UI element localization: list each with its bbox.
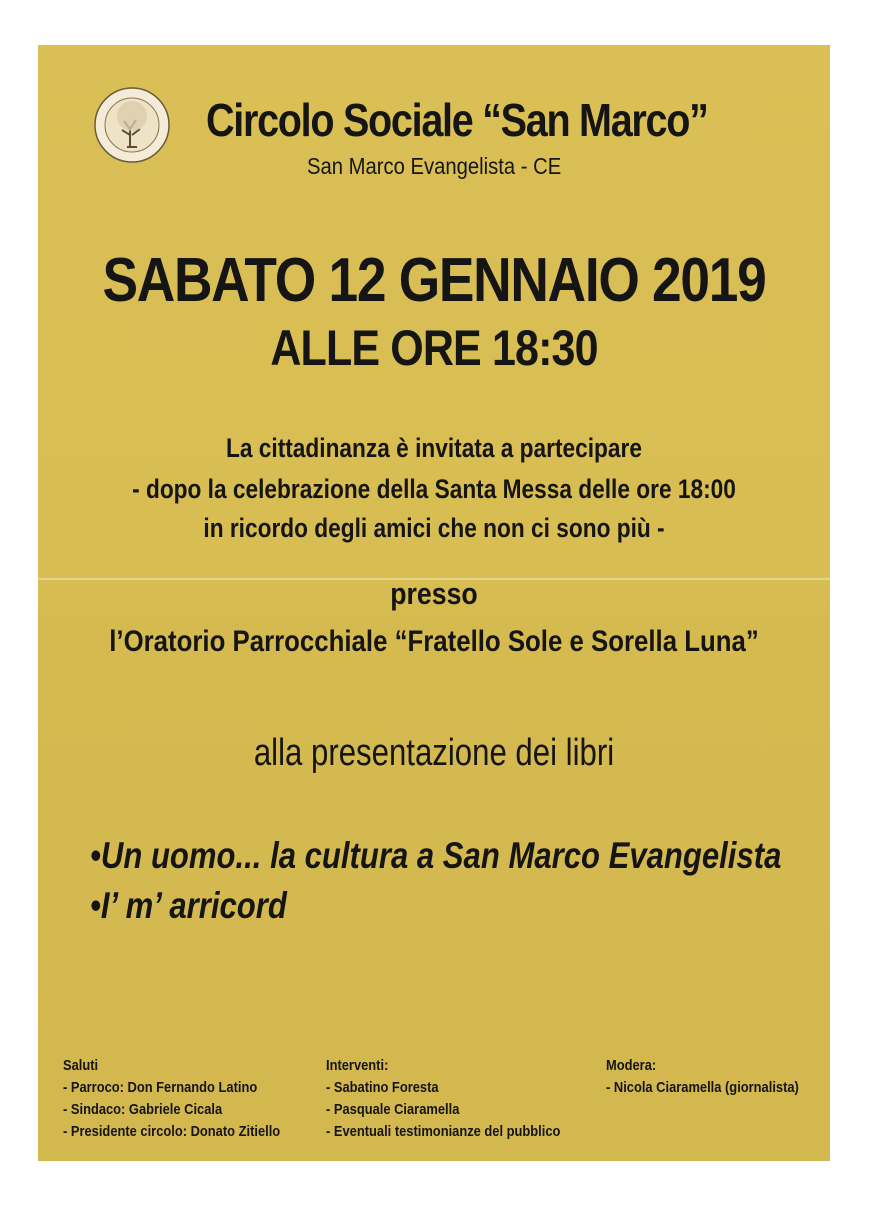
- invitation-line-1: La cittadinanza è invitata a partecipare: [226, 433, 642, 463]
- poster: [38, 45, 830, 1161]
- interventi-item: - Pasquale Ciaramella: [326, 1101, 460, 1118]
- interventi-heading: Interventi:: [326, 1057, 389, 1074]
- club-location: San Marco Evangelista - CE: [307, 153, 562, 179]
- modera-heading: Modera:: [606, 1057, 657, 1074]
- saluti-item: - Parroco: Don Fernando Latino: [63, 1079, 258, 1096]
- modera-item: - Nicola Ciaramella (giornalista): [606, 1079, 799, 1096]
- saluti-item: - Sindaco: Gabriele Cicala: [63, 1101, 223, 1118]
- invitation-line-2: - dopo la celebrazione della Santa Messa delle ore 18:00: [132, 474, 736, 504]
- club-title: Circolo Sociale “San Marco”: [206, 94, 708, 146]
- venue-name: l’Oratorio Parrocchiale “Fratello Sole e Sorella Luna”: [109, 625, 759, 658]
- saluti-heading: Saluti: [63, 1057, 99, 1074]
- venue-label: presso: [390, 576, 478, 611]
- presentation-intro: alla presentazione dei libri: [253, 732, 615, 774]
- interventi-item: - Eventuali testimonianze del pubblico: [326, 1123, 561, 1140]
- book-title-1: •Un uomo... la cultura a San Marco Evangelista: [90, 835, 782, 876]
- interventi-column: [326, 1055, 560, 1143]
- interventi-item: - Sabatino Foresta: [326, 1079, 439, 1096]
- book-title-2: •I’ m’ arricord: [90, 885, 287, 926]
- saluti-item: - Presidente circolo: Donato Zitiello: [63, 1123, 281, 1140]
- event-time: ALLE ORE 18:30: [270, 320, 598, 376]
- modera-column: [606, 1055, 799, 1099]
- invitation-line-3: in ricordo degli amici che non ci sono più -: [203, 513, 665, 543]
- event-date: SABATO 12 GENNAIO 2019: [102, 246, 766, 315]
- tree-logo-icon: [94, 87, 170, 163]
- saluti-column: [63, 1055, 280, 1143]
